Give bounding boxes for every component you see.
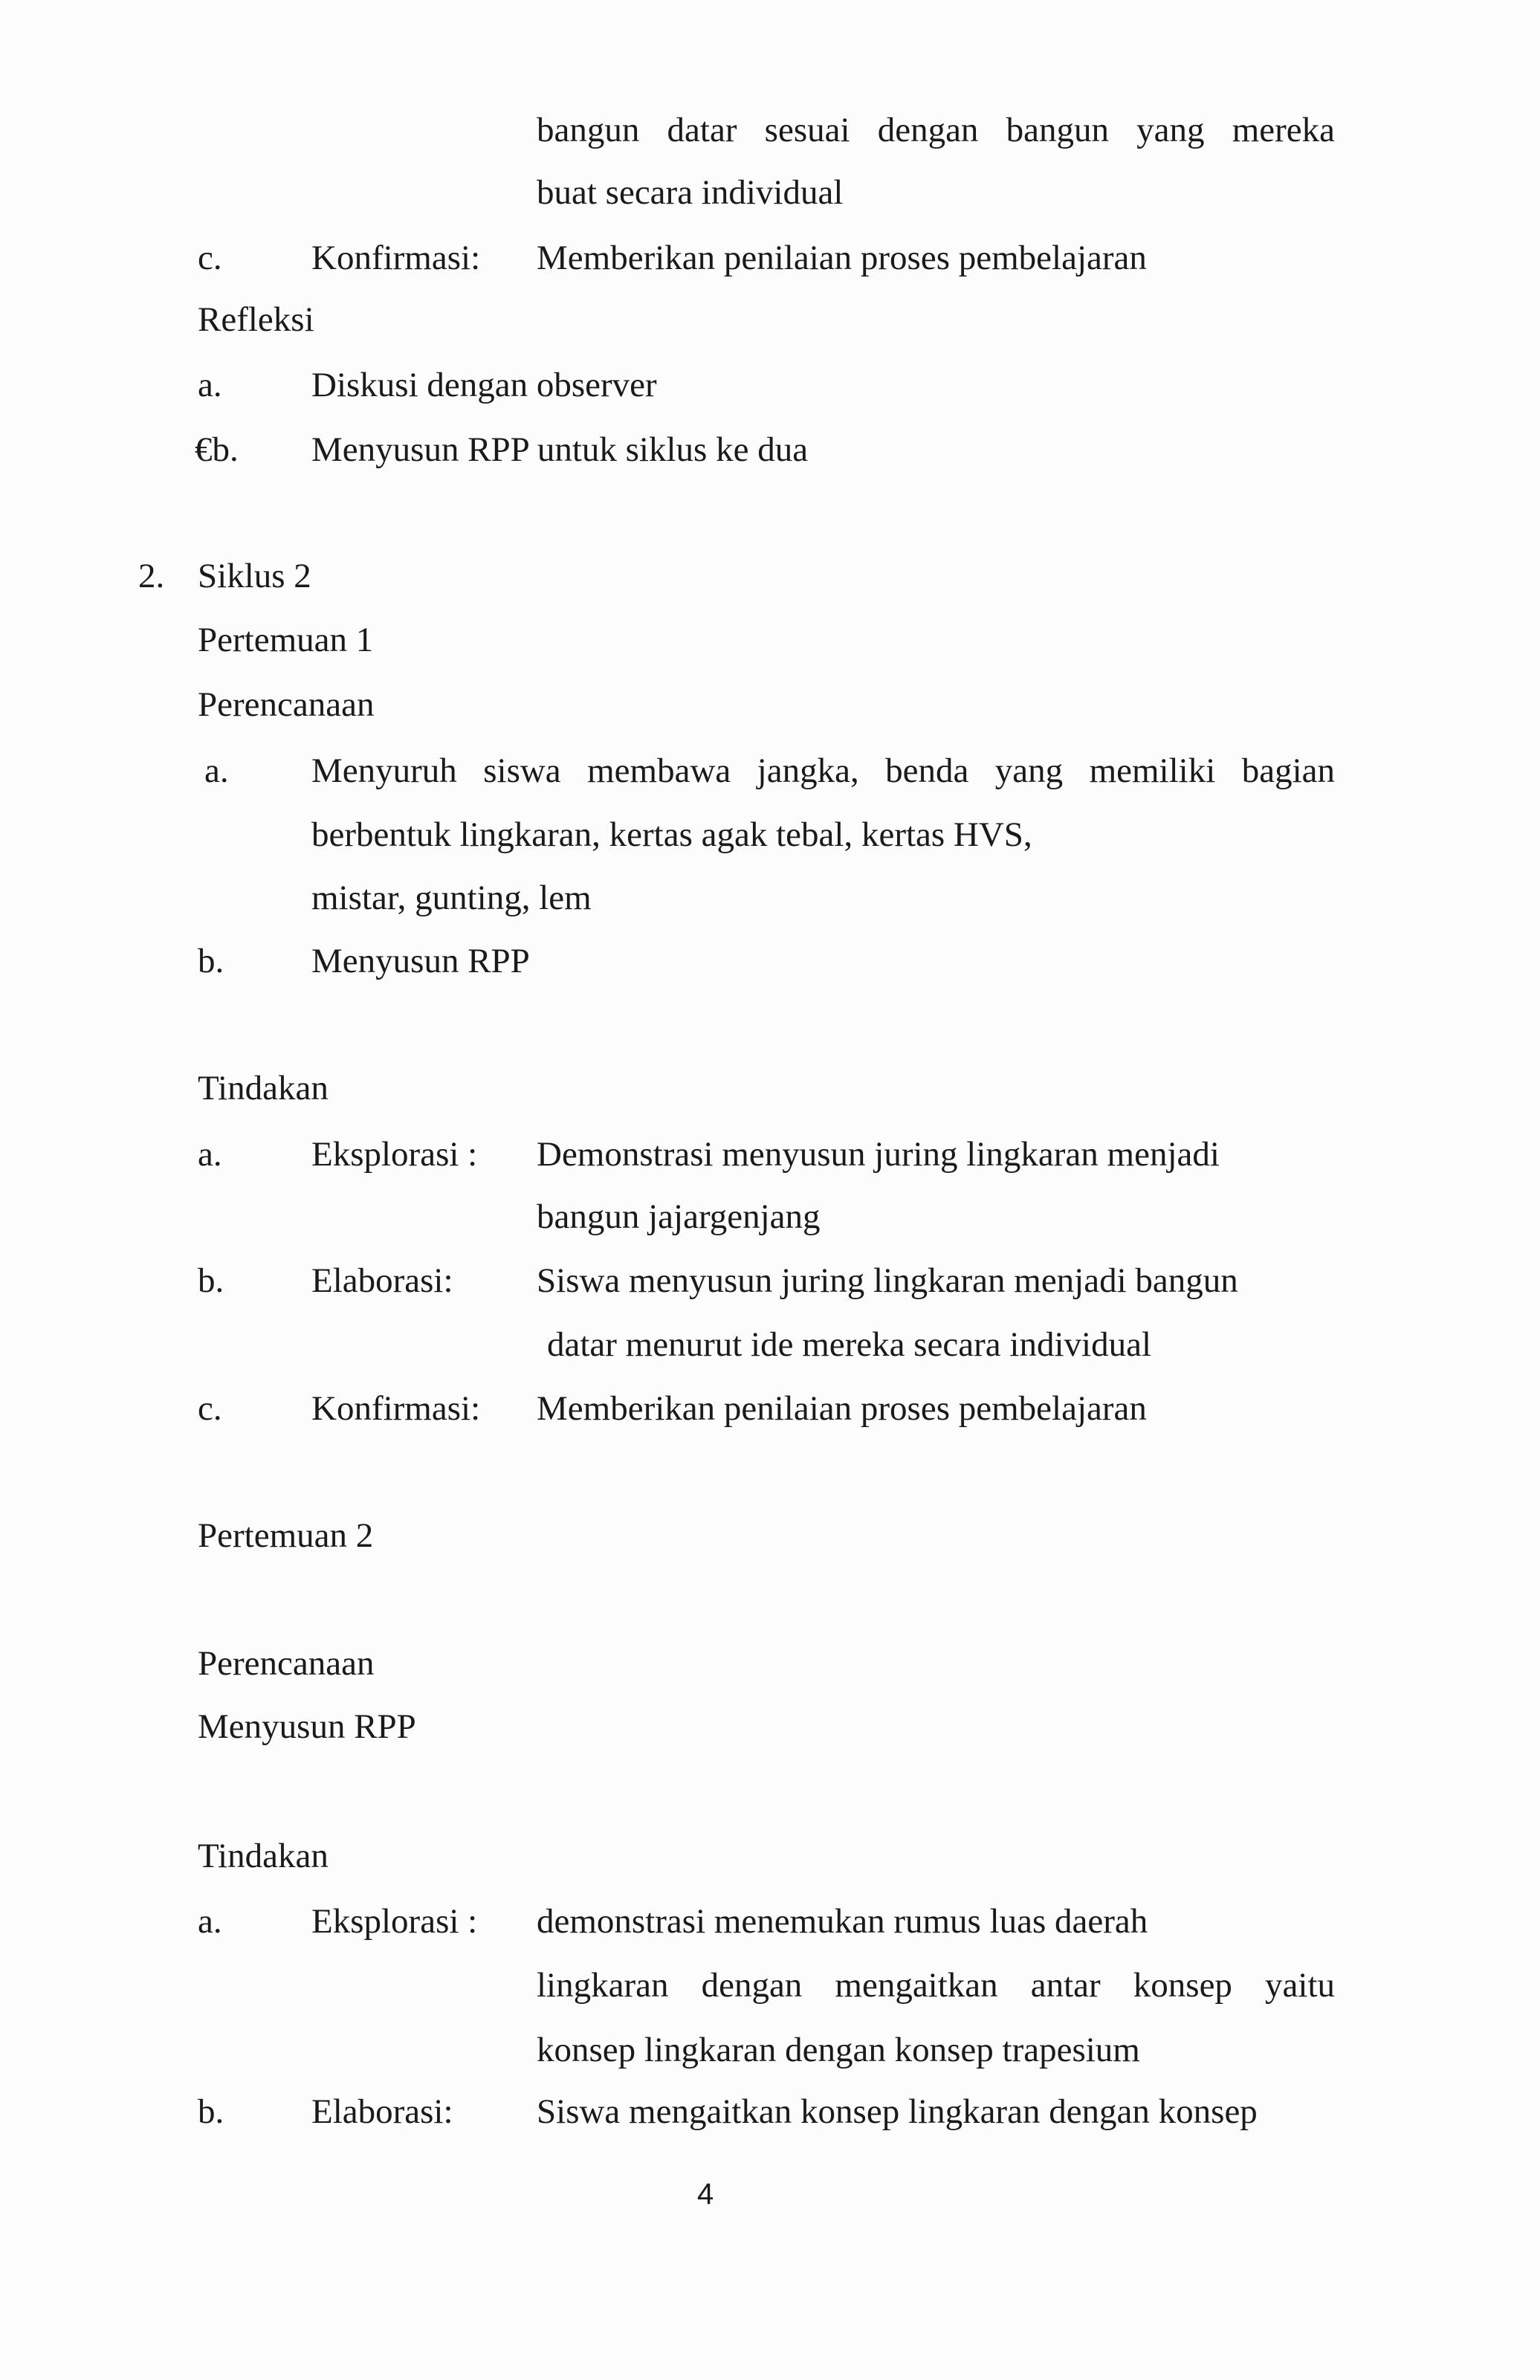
list-description: demonstrasi menemukan rumus luas daerah (537, 1902, 1148, 1941)
list-marker: a. (198, 1902, 222, 1941)
list-marker: a. (204, 751, 229, 790)
list-description: Siswa menyusun juring lingkaran menjadi bangun (537, 1261, 1238, 1300)
list-term: Konfirmasi: (311, 239, 481, 277)
subheading-pertemuan-2: Pertemuan 2 (198, 1516, 374, 1555)
list-marker: b. (198, 1261, 224, 1300)
list-term: Konfirmasi: (311, 1389, 481, 1428)
continuation-line-1: bangun datar sesuai dengan bangun yang mereka (537, 111, 1335, 149)
list-description: Memberikan penilaian proses pembelajaran (537, 239, 1147, 277)
list-item-text: Menyusun RPP untuk siklus ke dua (311, 430, 809, 469)
list-description: Siswa mengaitkan konsep lingkaran dengan konsep (537, 2092, 1258, 2131)
list-marker: a. (198, 366, 222, 404)
list-description: konsep lingkaran dengan konsep trapesium (537, 2031, 1140, 2069)
continuation-line-2: buat secara individual (537, 173, 844, 212)
list-marker: c. (198, 1389, 222, 1428)
list-item-text: Menyusun RPP (311, 942, 530, 980)
list-term: Elaborasi: (311, 1261, 453, 1300)
list-marker: a. (198, 1135, 222, 1174)
list-description: Demonstrasi menyusun juring lingkaran menjadi (537, 1135, 1220, 1174)
list-item-text: Menyuruh siswa membawa jangka, benda yang memiliki bagian (311, 751, 1335, 790)
subheading-perencanaan: Perencanaan (198, 685, 375, 724)
list-description: lingkaran dengan mengaitkan antar konsep yaitu (537, 1966, 1335, 2005)
list-item-text: berbentuk lingkaran, kertas agak tebal, kertas HVS, (311, 815, 1032, 854)
list-term: Eksplorasi : (311, 1902, 478, 1941)
list-marker: €b. (195, 430, 239, 469)
list-marker: c. (198, 239, 222, 277)
list-term: Eksplorasi : (311, 1135, 478, 1174)
section-number: 2. (138, 557, 165, 595)
list-description: bangun jajargenjang (537, 1197, 821, 1236)
section-heading-refleksi: Refleksi (198, 300, 314, 339)
list-marker: b. (198, 942, 224, 980)
paragraph-text: Menyusun RPP (198, 1707, 416, 1746)
list-description: datar menurut ide mereka secara individual (547, 1325, 1151, 1364)
list-marker: b. (198, 2092, 224, 2131)
list-description: Memberikan penilaian proses pembelajaran (537, 1389, 1147, 1428)
subheading-pertemuan-1: Pertemuan 1 (198, 621, 374, 659)
subheading-tindakan: Tindakan (198, 1837, 329, 1875)
list-item-text: mistar, gunting, lem (311, 879, 592, 917)
subheading-tindakan: Tindakan (198, 1069, 329, 1107)
list-item-text: Diskusi dengan observer (311, 366, 657, 404)
section-heading-siklus-2: Siklus 2 (198, 557, 311, 595)
page-number: 4 (697, 2178, 714, 2211)
subheading-perencanaan: Perencanaan (198, 1644, 375, 1683)
list-term: Elaborasi: (311, 2092, 453, 2131)
